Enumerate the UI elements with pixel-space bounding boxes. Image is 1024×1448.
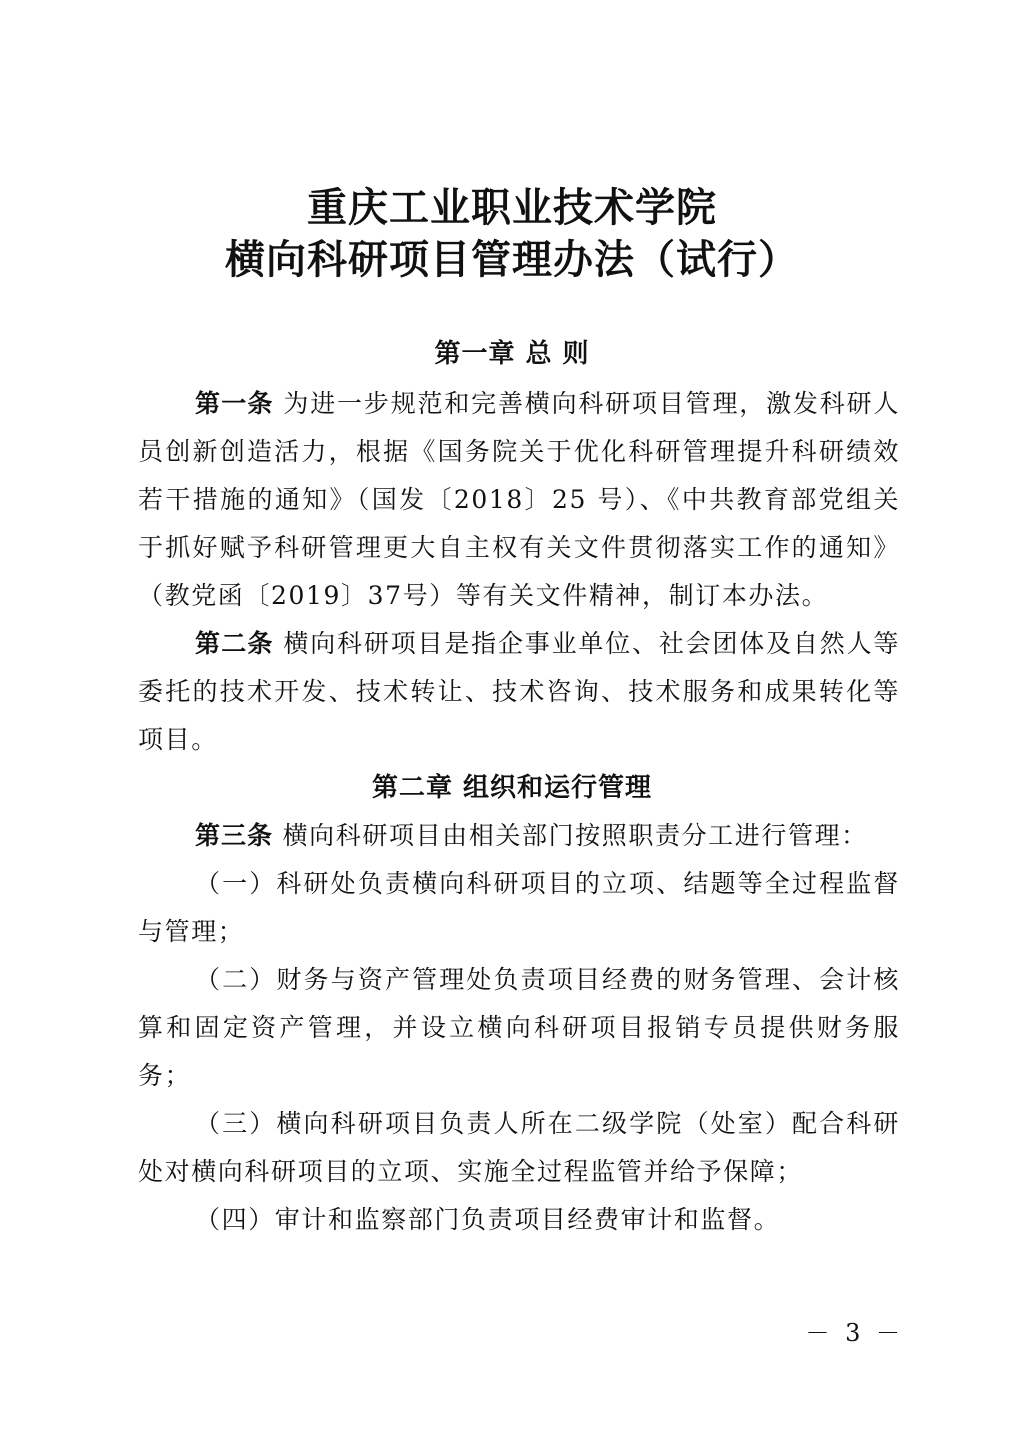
article-3-item-1: （一）科研处负责横向科研项目的立项、结题等全过程监督与管理； (138, 869, 900, 946)
article-1-text: 为进一步规范和完善横向科研项目管理，激发科研人员创新创造活力，根据《国务院关于优化科研管理提升科研绩效若干措施的通知》（国发〔2018〕25 号）、《中共教育部党组关于抓好赋予科研管理更大自主权有关文件贯彻落实工作的通知》（教党函〔2019〕37号）等有关文件精神，制订本办法。 (138, 389, 900, 610)
article-3-text: 横向科研项目由相关部门按照职责分工进行管理： (282, 821, 868, 850)
chapter2-heading: 第二章 组织和运行管理 (371, 773, 653, 803)
document-title-line1: 重庆工业职业技术学院 (307, 185, 717, 231)
article-3-item-3: （三）横向科研项目负责人所在二级学院（处室）配合科研处对横向科研项目的立项、实施全过程监管并给予保障； (138, 1109, 900, 1186)
article-3 (138, 812, 900, 860)
article-1 (138, 380, 900, 620)
article-3-label: 第三条 (195, 821, 274, 850)
article-3-item-2: （二）财务与资产管理处负责项目经费的财务管理、会计核算和固定资产管理，并设立横向科研项目报销专员提供财务服务； (138, 965, 900, 1090)
article-2 (138, 620, 900, 764)
page-number: － 3 － (805, 1319, 904, 1347)
article-2-text: 横向科研项目是指企事业单位、社会团体及自然人等委托的技术开发、技术转让、技术咨询、技术服务和成果转化等项目。 (138, 629, 900, 754)
document-title-line2: 横向科研项目管理办法（试行） (225, 237, 799, 283)
article-3-item-4: （四）审计和监察部门负责项目经费审计和监督。 (195, 1205, 781, 1234)
chapter1-heading: 第一章 总 则 (434, 339, 590, 369)
article-2-label: 第二条 (195, 629, 274, 658)
article-1-label: 第一条 (195, 389, 274, 418)
